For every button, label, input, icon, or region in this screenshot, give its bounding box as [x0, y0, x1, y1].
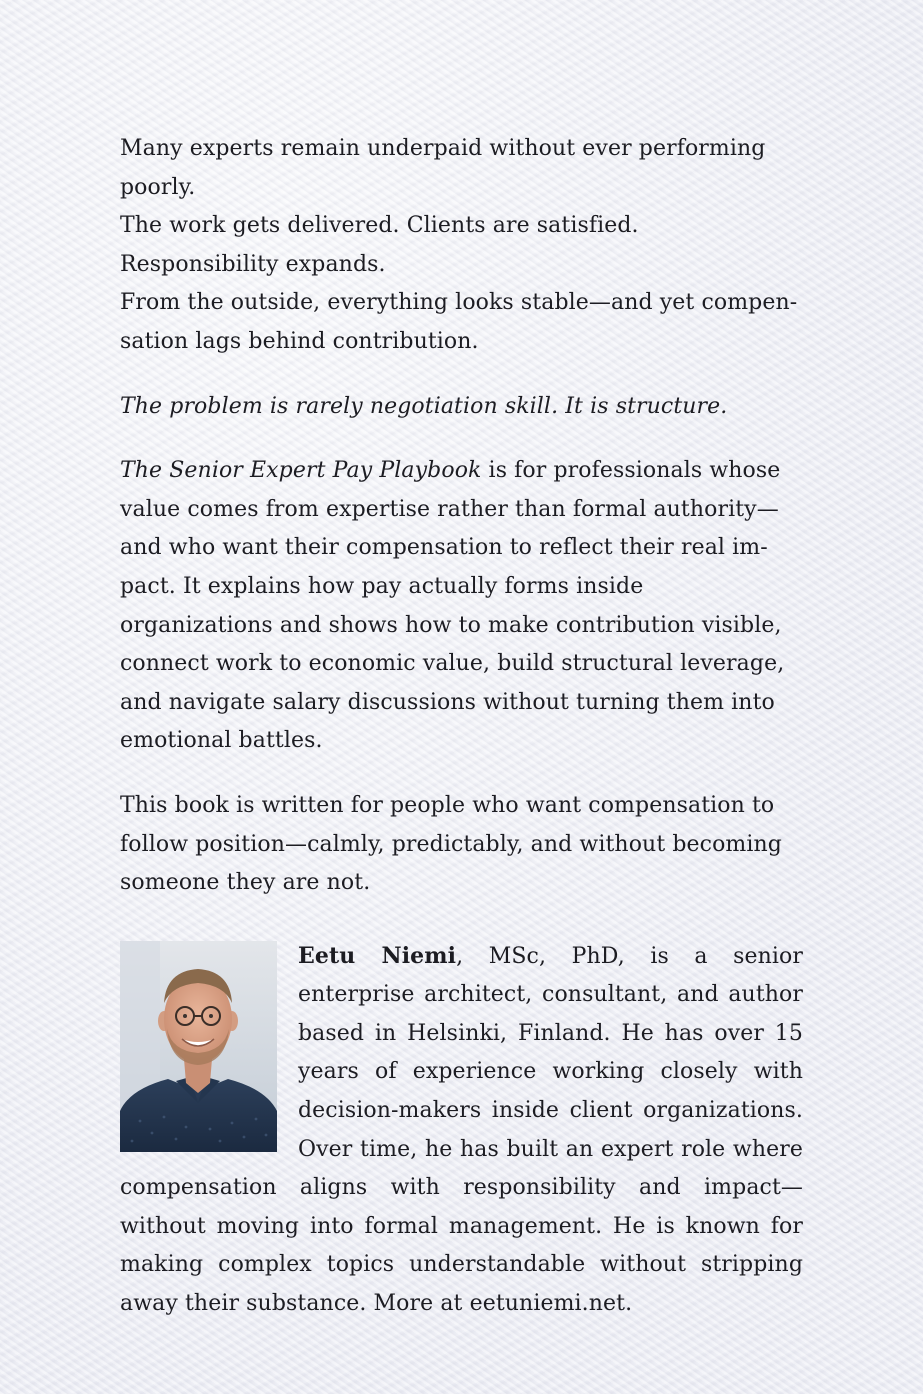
book-blurb-body: is for professionals whose value comes from expertise rather than formal authority—and who want their compensation to reflect their real impact. It explains how pay actually forms inside organizations and shows how to make contribution visible, connect work to economic value, build structural leverage, and navigate salary discussions without turning them into emotional battles. — [120, 458, 785, 754]
tagline: The problem is rarely negotiation skill. It is structure. — [120, 393, 728, 419]
book-title: The Senior Expert Pay Playbook — [120, 458, 482, 484]
author-bio — [120, 937, 803, 1324]
back-cover-text — [120, 130, 803, 1324]
intro-line-2: The work gets delivered. Clients are satisfied. Responsibility expands. — [120, 213, 639, 277]
book-blurb — [120, 452, 803, 761]
intro-paragraph — [120, 130, 803, 362]
intro-line-1: Many experts remain underpaid without ever performing poorly. — [120, 136, 766, 200]
author-bio-body: , MSc, PhD, is a senior enterprise architect, consultant, and author based in Helsinki, Finland. He has over 15 years of experience working closely with decision-makers inside client organizations. Over time, he has built an expert role where compensation aligns with responsibility and impact—without moving into formal management. He is known for making complex topics understandable without stripping away their substance. More at eetuniemi.net. — [120, 943, 803, 1317]
author-photo — [120, 941, 277, 1152]
intro-line-3: From the outside, everything looks stable—and yet compensation lags behind contribution. — [120, 290, 798, 354]
author-name: Eetu Niemi — [298, 942, 457, 969]
audience-paragraph: This book is written for people who want compensation to follow position—calmly, predictably, and without becoming someone they are not. — [120, 792, 782, 896]
